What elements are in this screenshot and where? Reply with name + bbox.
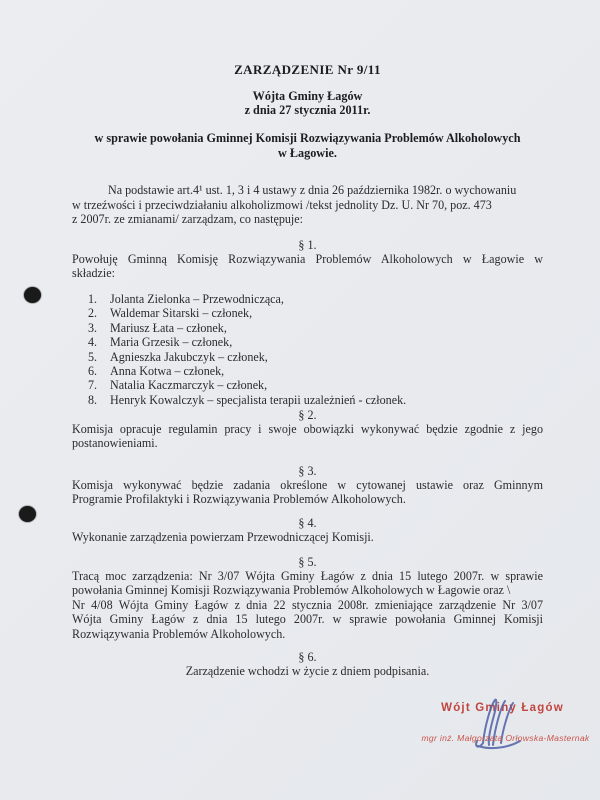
member-number: 6. [88,364,98,379]
section-5-text-line: powołania Gminnej Komisji Rozwiązywania Problemów Alkoholowych w Łagowie oraz \ [72,583,511,597]
member-name: Maria Grzesik – członek, [110,335,233,350]
member-row [72,335,543,349]
preamble-line: w trzeźwości i przeciwdziałaniu alkoholizmowi /tekst jednolity Dz. U. Nr 70, poz. 473 [72,197,492,212]
member-row [72,393,543,407]
member-row [72,321,543,335]
member-name: Waldemar Sitarski – członek, [110,306,253,321]
section-1 [72,238,543,281]
member-number: 7. [88,378,98,393]
section-5-heading: § 5. [298,555,317,569]
section-5 [72,555,543,641]
commission-members-list [72,292,543,407]
subject-line-1: w sprawie powołania Gminnej Komisji Rozwiązywania Problemów Alkoholowych [94,131,521,145]
section-2-text-line: postanowieniami. [72,436,158,450]
member-number: 4. [88,335,98,350]
subject-line-2: w Łagowie. [278,146,337,161]
section-6-heading: § 6. [298,650,317,664]
member-row [72,292,543,306]
section-3-text-line: Komisja wykonywać będzie zadania określone w cytowanej ustawie oraz Gminnym [72,477,543,492]
scan-hole-punch-dot-bottom [19,506,36,522]
section-5-text-line: Rozwiązywania Problemów Alkoholowych. [72,626,286,641]
section-3 [72,464,543,507]
section-4 [72,516,543,544]
member-row [72,350,543,364]
member-number: 3. [88,320,98,335]
member-number: 5. [88,349,98,364]
member-name: Agnieszka Jakubczyk – członek, [110,349,268,364]
section-3-text-line: Programie Profilaktyki i Rozwiązywania Problemów Alkoholowych. [72,492,406,506]
member-number: 8. [88,392,98,407]
preamble-line: z 2007r. ze zmianami/ zarządzam, co następuje: [72,212,304,226]
subject-block [72,131,543,161]
member-name: Mariusz Łata – członek, [110,320,227,335]
section-1-text-line: Powołuję Gminną Komisję Rozwiązywania Problemów Alkoholowych w Łagowie w [72,251,543,266]
section-2 [72,408,543,451]
member-row [72,306,543,320]
section-1-heading: § 1. [298,238,317,252]
section-5-text-line: Wójta Gminy Łagów z dnia 15 lutego 2007r. w sprawie powołania Gminnej Komisji [72,612,543,626]
section-4-heading: § 4. [298,516,317,530]
section-6 [72,650,543,678]
section-5-text-line: Tracą moc zarządzenia: Nr 3/07 Wójta Gminy Łagów z dnia 15 lutego 2007r. w sprawie [72,568,543,583]
mayor-stamp-name: mgr inż. Małgorzata Orłowska-Masternak [421,733,590,743]
document-title: ZARZĄDZENIE Nr 9/11 [234,62,381,77]
issuer-line: Wójta Gminy Łagów [252,89,363,103]
member-number: 1. [88,292,98,306]
section-3-heading: § 3. [298,464,317,478]
member-name: Henryk Kowalczyk – specjalista terapii uzależnień - członek. [110,392,407,407]
scan-hole-punch-dot-top [24,287,41,303]
section-1-text-line: składzie: [72,266,115,280]
section-4-text-line: Wykonanie zarządzenia powierzam Przewodniczącej Komisji. [72,529,374,544]
section-6-text-line: Zarządzenie wchodzi w życie z dniem podpisania. [185,663,430,678]
member-row [72,378,543,392]
section-5-text-line: Nr 4/08 Wójta Gminy Łagów z dnia 22 stycznia 2008r. zmieniające zarządzenie Nr 3/07 [72,597,543,612]
member-name: Jolanta Zielonka – Przewodnicząca, [110,292,284,306]
preamble-line: Na podstawie art.4¹ ust. 1, 3 i 4 ustawy z dnia 26 października 1982r. o wychowaniu [108,183,517,197]
member-number: 2. [88,306,98,321]
mayor-stamp-title: Wójt Gminy Łagów [441,702,564,714]
preamble-paragraph [72,183,543,227]
section-2-text-line: Komisja opracuje regulamin pracy i swoje obowiązki wykonywać będzie zgodnie z jego [72,421,543,436]
member-row [72,364,543,378]
section-2-heading: § 2. [298,408,317,422]
member-name: Natalia Kaczmarczyk – członek, [110,378,268,393]
member-name: Anna Kotwa – członek, [110,364,225,379]
date-line: z dnia 27 stycznia 2011r. [244,103,371,117]
